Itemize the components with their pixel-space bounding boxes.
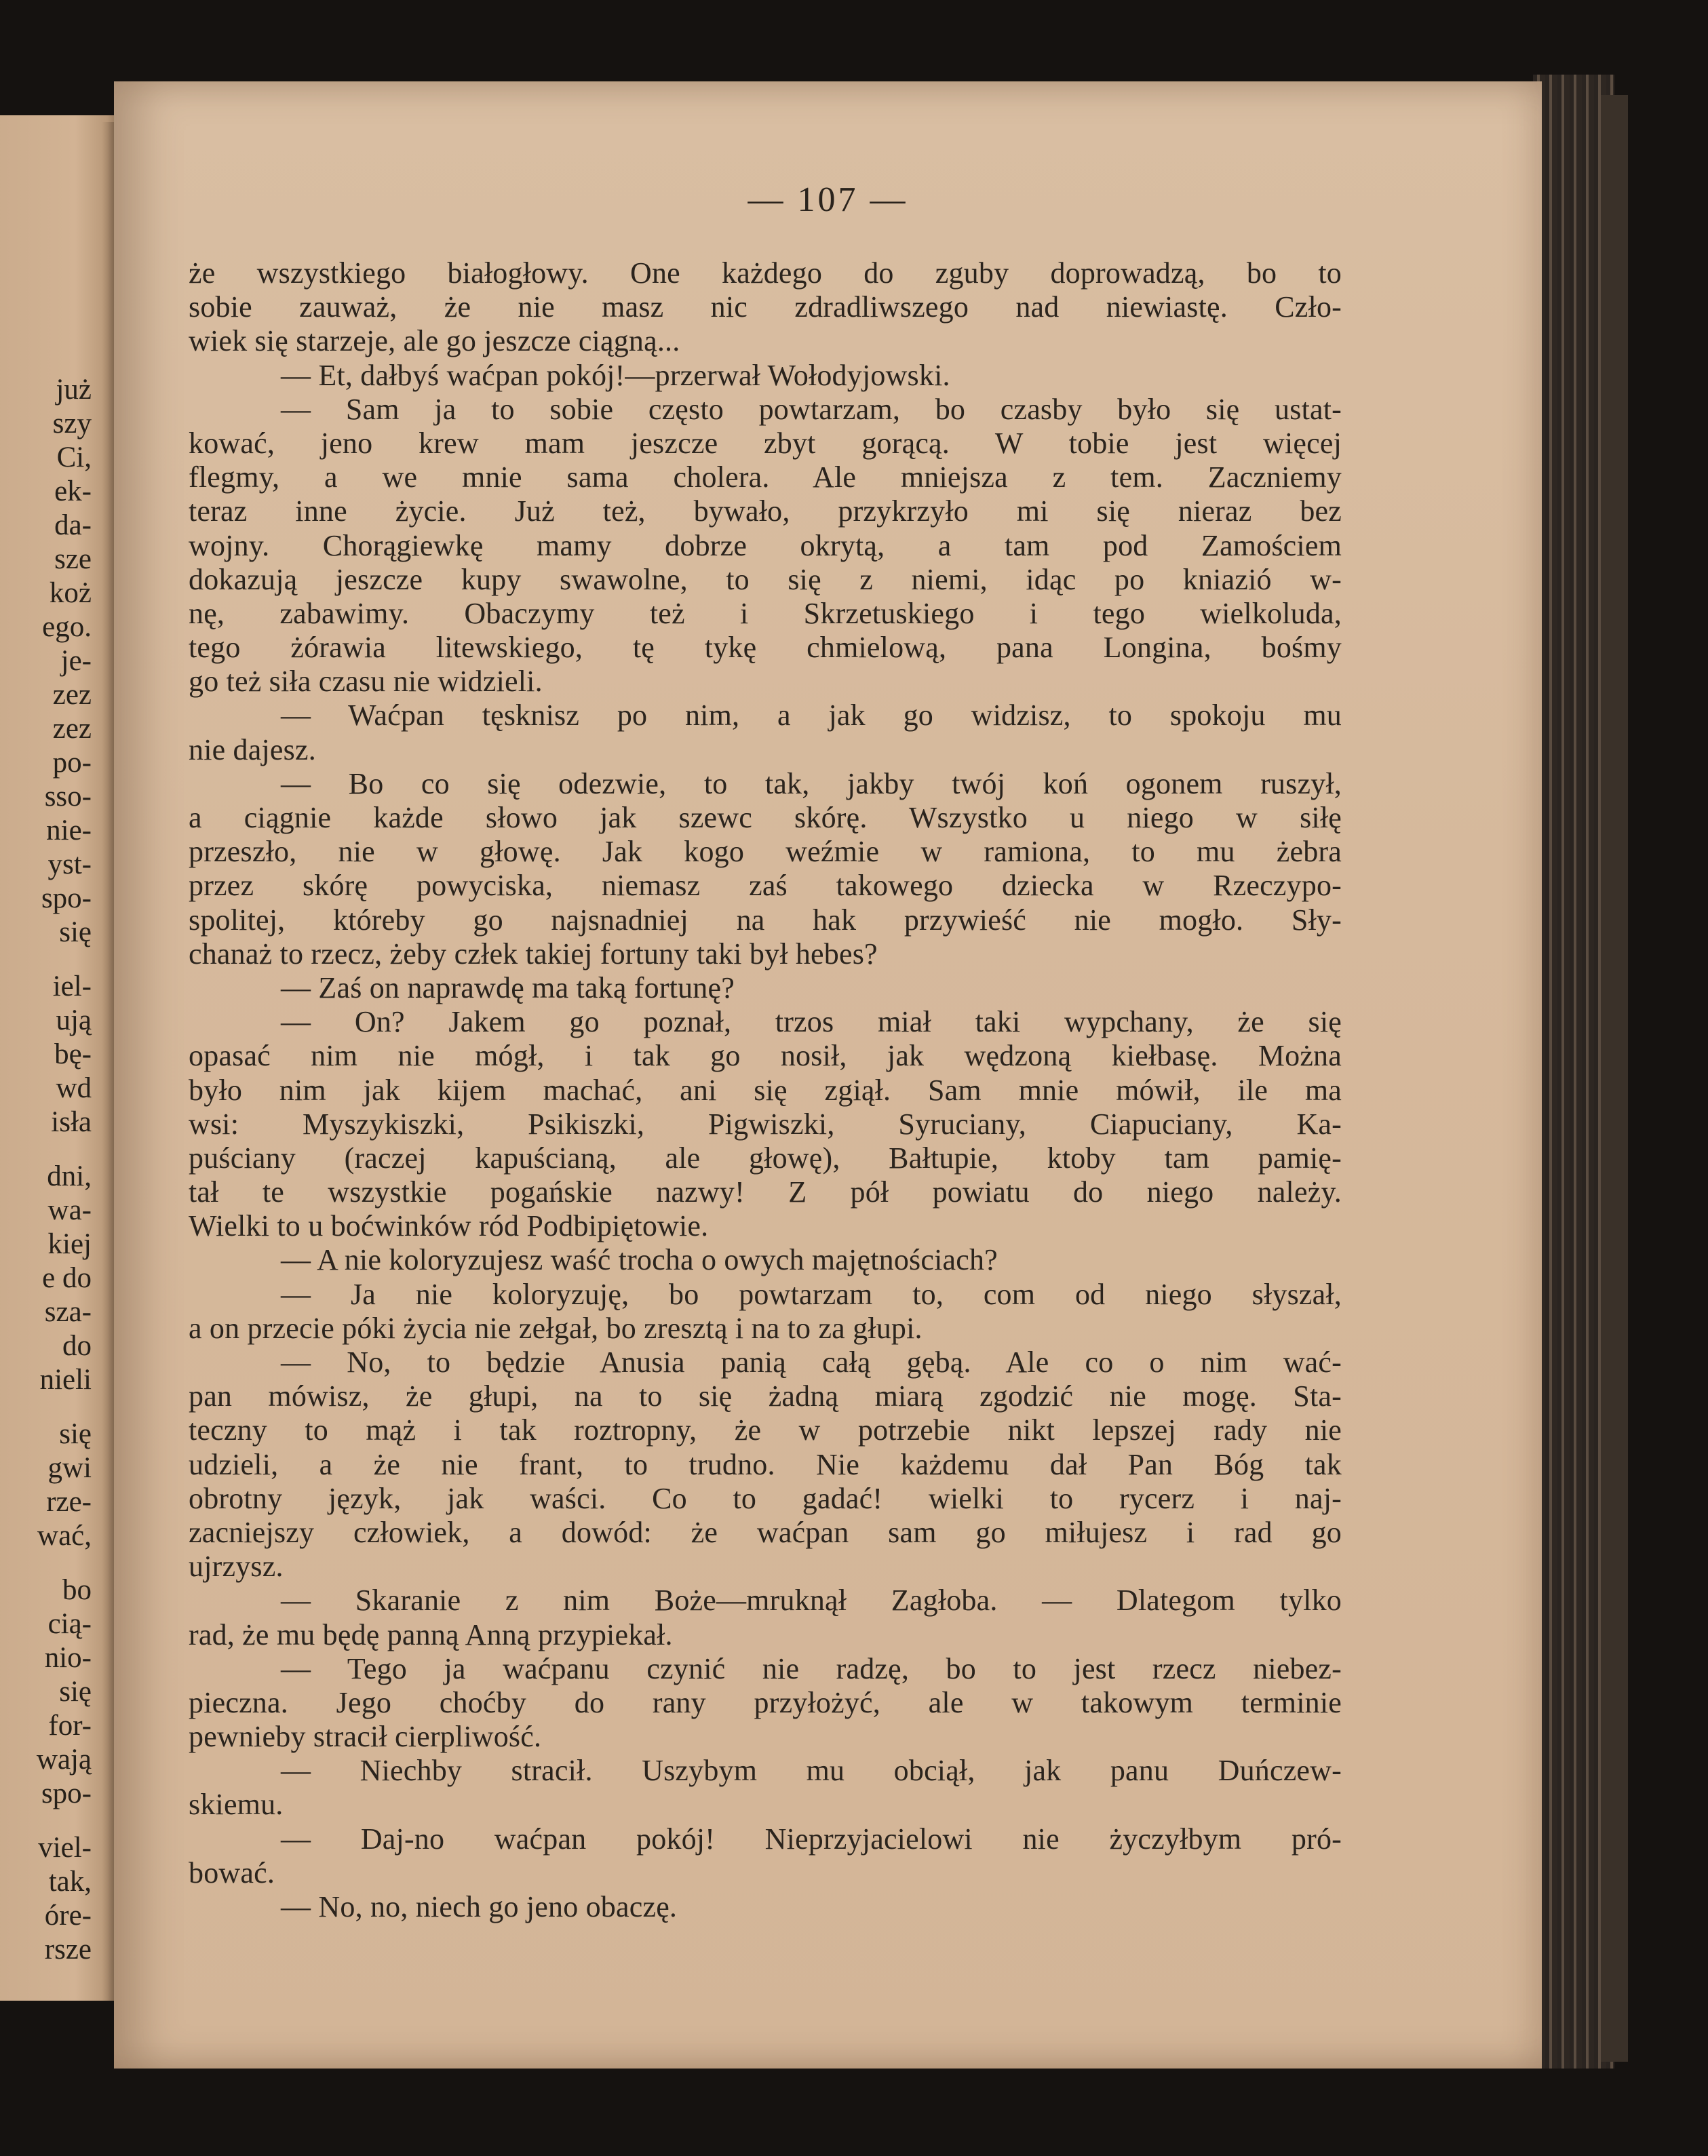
text-line: tego żórawia litewskiego, tę tykę chmielową, pana Longina, bośmy [189,631,1342,665]
left-page-fragment: gwi [47,1452,92,1484]
left-page-fragment: isła [51,1106,92,1138]
text-line: dokazują jeszcze kupy swawolne, to się z niemi, idąc po kniazió w- [189,562,1342,596]
left-page-fragment [0,1139,92,1160]
left-page-fragment [0,949,92,970]
text-line: przeszło, nie w głowę. Jak kogo weźmie w ramiona, to mu żebra [189,835,1342,869]
left-page-fragment: Ci, [56,442,92,473]
left-page-fragment: sze [54,543,92,575]
text-line: wojny. Chorągiewkę mamy dobrze okrytą, a tam pod Zamościem [189,528,1342,562]
left-page-fragment: viel- [38,1832,92,1864]
text-line: — Ja nie koloryzuję, bo powtarzam to, com od niego słyszał, [281,1277,1342,1311]
left-page-fragment: bę- [54,1038,92,1070]
text-line: teczny to mąż i tak roztropny, że w potrzebie nikt lepszej rady nie [189,1413,1342,1447]
left-page-fragment: rsze [44,1934,92,1965]
left-page-fragment: iel- [52,971,92,1002]
page-body-text [189,256,1342,1924]
text-line: — No, to będzie Anusia panią całą gębą. Ale co o nim wać- [281,1346,1342,1379]
text-line: wiek się starzeje, ale go jeszcze ciągną... [189,324,680,358]
left-page-fragment: sso- [44,781,92,812]
left-page-fragment: nie- [46,815,92,846]
left-page-fragment: óre- [44,1900,92,1932]
text-line: flegmy, a we mnie sama cholera. Ale mniejsza z tem. Zaczniemy [189,460,1342,494]
text-line: a ciągnie każde słowo jak szewc skórę. Wszystko u niego w siłę [189,801,1342,834]
text-line: — No, no, niech go jeno obaczę. [281,1890,678,1923]
left-page-fragment: koż [49,577,92,609]
text-line: nie dajesz. [189,732,316,766]
text-line: — Waćpan tęsknisz po nim, a jak go widzisz, to spokoju mu [281,699,1342,732]
text-line: pieczna. Jego choćby do rany przyłożyć, ale w takowym terminie [189,1685,1342,1719]
left-page-fragment: zez [52,679,92,711]
left-page-fragment: spo- [41,1778,92,1809]
left-page-fragment: bo [62,1574,92,1606]
left-page-fragment [0,1811,92,1831]
left-page-fragment: wać, [37,1520,92,1552]
text-line: — Daj-no waćpan pokój! Nieprzyjacielowi nie życzyłbym pró- [281,1822,1342,1856]
right-page [114,81,1542,2069]
text-line: pewnieby stracił cierpliwość. [189,1720,542,1754]
left-page-fragment: for- [48,1710,92,1742]
text-line: opasać nim nie mógł, i tak go nosił, jak wędzoną kiełbasę. Można [189,1039,1342,1073]
text-line: przez skórę powyciska, niemasz zaś takowego dziecka w Rzeczypo- [189,869,1342,903]
left-page-fragment: się [59,916,92,948]
left-page-fragment: yst- [47,848,92,880]
left-page-fragment: po- [52,747,92,779]
text-line: nę, zabawimy. Obaczymy też i Skrzetuskiego i tego wielkoluda, [189,596,1342,630]
left-page-fragment: nio- [44,1642,92,1674]
left-page-fragment: sza- [44,1296,92,1328]
text-line: — Bo co się odezwie, to tak, jakby twój koń ogonem ruszył, [281,766,1342,800]
left-page-fragment [0,1553,92,1573]
text-line: — Zaś on naprawdę ma taką fortunę? [281,971,735,1004]
text-line: spolitej, któreby go najsnadniej na hak przywieść nie mogło. Sły- [189,903,1342,937]
left-page-fragment: spo- [41,882,92,914]
left-page-fragment: e do [42,1262,92,1294]
left-page-fragment: już [56,374,92,406]
text-line: wsi: Myszykiszki, Psikiszki, Pigwiszki, Syruciany, Ciapuciany, Ka- [189,1107,1342,1141]
left-page-fragment: dni, [47,1160,92,1192]
text-line: bować. [189,1856,275,1889]
left-page-fragment: ek- [54,475,92,507]
left-page-fragment: ują [56,1004,92,1036]
text-line: — Tego ja waćpanu czynić nie radzę, bo to jest rzecz niebez- [281,1651,1342,1685]
text-line: kować, jeno krew mam jeszcze zbyt gorącą. W tobie jest więcej [189,426,1342,460]
left-page-fragment: je- [60,645,92,677]
text-line: a on przecie póki życia nie zełgał, bo zresztą i na to za głupi. [189,1311,923,1345]
text-line: skiemu. [189,1788,284,1822]
left-page-fragment: zez [52,713,92,745]
text-line: teraz inne życie. Już też, bywało, przykrzyło mi się nieraz bez [189,494,1342,528]
text-line: — Skaranie z nim Boże—mruknął Zagłoba. — Dlategom tylko [281,1584,1342,1618]
book-cover-edge [1601,95,1628,2062]
text-line: — Niechby stracił. Uszybym mu obciął, jak panu Duńczew- [281,1754,1342,1788]
left-facing-page [0,115,119,2001]
text-line: — On? Jakem go poznał, trzos miał taki wypchany, że się [281,1005,1342,1039]
text-line: chanaż to rzecz, żeby człek takiej fortuny taki był hebes? [189,937,878,971]
text-line: puściany (raczej kapuścianą, ale głowę), Bałtupie, ktoby tam pamię- [189,1141,1342,1175]
text-line: — Et, dałbyś waćpan pokój!—przerwał Wołodyjowski. [281,358,950,392]
text-line: że wszystkiego białogłowy. One każdego do zguby doprowadzą, bo to [189,256,1342,290]
left-page-fragment: wa- [47,1194,92,1226]
left-page-fragment: da- [54,509,92,541]
left-page-fragment: kiej [47,1228,92,1260]
left-page-text-fragments [0,373,92,1967]
text-line: zacniejszy człowiek, a dowód: że waćpan sam go miłujesz i rad go [189,1515,1342,1549]
text-line: pan mówisz, że głupi, na to się żadną miarą zgodzić nie mogę. Sta- [189,1379,1342,1413]
text-line: rad, że mu będę panną Anną przypiekał. [189,1618,673,1651]
left-page-fragment: cią- [47,1608,92,1640]
left-page-fragment: do [62,1330,92,1362]
text-line: sobie zauważ, że nie masz nic zdradliwszego nad niewiastę. Czło- [189,290,1342,324]
text-line: ujrzysz. [189,1550,284,1584]
text-line: było nim jak kijem machać, ani się zgiął. Sam mnie mówił, ile ma [189,1073,1342,1107]
left-page-fragment: tak, [48,1866,92,1898]
left-page-fragment: szy [52,408,92,439]
text-line: go też siła czasu nie widzieli. [189,665,543,699]
left-page-fragment: się [59,1676,92,1708]
page-number: — 107 — [748,180,908,219]
left-page-fragment: wają [36,1744,92,1776]
text-line: udzieli, a że nie frant, to trudno. Nie każdemu dał Pan Bóg tak [189,1447,1342,1481]
left-page-fragment: się [59,1418,92,1450]
left-page-fragment: rze- [46,1486,92,1518]
text-line: obrotny język, jak waści. Co to gadać! wielki to rycerz i naj- [189,1481,1342,1515]
left-page-fragment: nieli [39,1364,92,1396]
left-page-fragment: ego. [42,611,92,643]
text-line: — A nie koloryzujesz waść trocha o owych majętnościach? [281,1243,998,1277]
text-line: — Sam ja to sobie często powtarzam, bo czasby było się ustat- [281,392,1342,426]
text-line: Wielki to u boćwinków ród Podbipiętowie. [189,1209,709,1243]
left-page-fragment: wd [56,1072,92,1104]
left-page-fragment [0,1397,92,1417]
text-line: tał te wszystkie pogańskie nazwy! Z pół powiatu do niego należy. [189,1175,1342,1209]
